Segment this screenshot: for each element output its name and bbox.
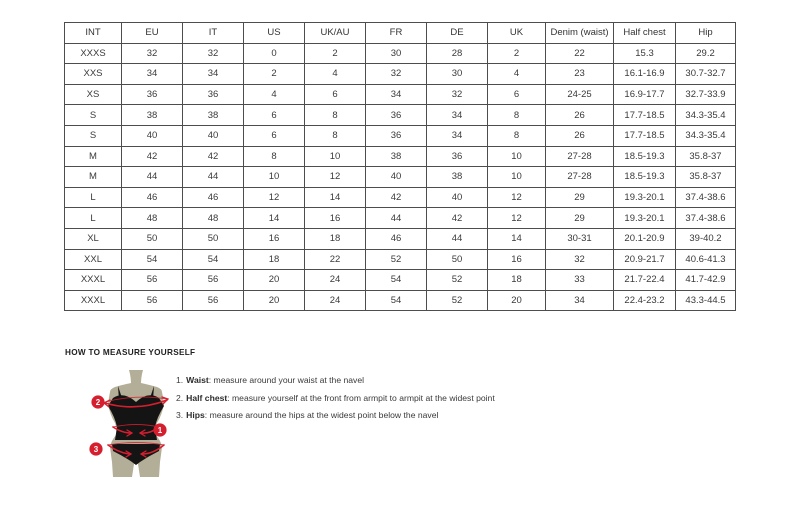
table-cell: 44 — [183, 167, 244, 188]
table-cell: 6 — [244, 125, 305, 146]
table-cell: 34 — [183, 64, 244, 85]
table-cell: 17.7-18.5 — [614, 105, 676, 126]
table-cell: 40 — [427, 187, 488, 208]
table-cell: 37.4-38.6 — [676, 187, 736, 208]
table-cell: 29 — [546, 187, 614, 208]
column-header: FR — [366, 23, 427, 44]
table-cell: 56 — [183, 290, 244, 311]
instruction-number: 2. — [176, 392, 184, 403]
table-cell: 42 — [366, 187, 427, 208]
table-cell: 54 — [366, 290, 427, 311]
measure-badge-waist — [153, 423, 166, 436]
table-cell: 16 — [244, 228, 305, 249]
table-cell: 39-40.2 — [676, 228, 736, 249]
table-cell: XXXS — [65, 43, 122, 64]
table-cell: 15.3 — [614, 43, 676, 64]
table-cell: 34.3-35.4 — [676, 125, 736, 146]
table-cell: 38 — [366, 146, 427, 167]
table-cell: 29.2 — [676, 43, 736, 64]
table-cell: 22.4-23.2 — [614, 290, 676, 311]
table-row — [65, 167, 736, 188]
table-cell: 32 — [546, 249, 614, 270]
table-cell: 40 — [183, 125, 244, 146]
table-cell: 50 — [427, 249, 488, 270]
table-cell: 37.4-38.6 — [676, 208, 736, 229]
measure-section-title: HOW TO MEASURE YOURSELF — [65, 348, 196, 357]
table-cell: 54 — [122, 249, 183, 270]
table-cell: 14 — [305, 187, 366, 208]
table-cell: 26 — [546, 125, 614, 146]
table-cell: XXXL — [65, 270, 122, 291]
badge-number: 1 — [157, 426, 163, 435]
table-cell: 20.1-20.9 — [614, 228, 676, 249]
table-cell: 12 — [244, 187, 305, 208]
table-cell: 8 — [488, 105, 546, 126]
table-cell: 6 — [488, 84, 546, 105]
table-cell: 36 — [183, 84, 244, 105]
table-cell: M — [65, 146, 122, 167]
table-cell: 36 — [366, 105, 427, 126]
column-header: INT — [65, 23, 122, 44]
table-cell: 44 — [122, 167, 183, 188]
table-cell: 36 — [366, 125, 427, 146]
table-cell: 34 — [427, 105, 488, 126]
table-cell: 29 — [546, 208, 614, 229]
table-cell: 2 — [305, 43, 366, 64]
instruction-label: Waist — [186, 375, 209, 385]
instruction-number: 3. — [176, 410, 184, 420]
table-cell: 34.3-35.4 — [676, 105, 736, 126]
table-cell: 26 — [546, 105, 614, 126]
table-cell: 30 — [427, 64, 488, 85]
table-row — [65, 228, 736, 249]
instruction-text: : measure around the hips at the widest point below the navel — [204, 410, 439, 420]
table-cell: 32 — [122, 43, 183, 64]
table-cell: 56 — [122, 290, 183, 311]
badge-number: 3 — [93, 445, 99, 454]
table-cell: 6 — [244, 105, 305, 126]
table-cell: 6 — [305, 84, 366, 105]
table-cell: 14 — [488, 228, 546, 249]
table-cell: 52 — [427, 290, 488, 311]
measure-badge-half-chest — [91, 395, 104, 408]
table-cell: 17.7-18.5 — [614, 125, 676, 146]
table-row — [65, 187, 736, 208]
table-cell: 12 — [488, 187, 546, 208]
table-cell: 16.9-17.7 — [614, 84, 676, 105]
table-cell: 35.8-37 — [676, 167, 736, 188]
table-cell: M — [65, 167, 122, 188]
table-cell: 34 — [427, 125, 488, 146]
column-header: DE — [427, 23, 488, 44]
column-header: US — [244, 23, 305, 44]
table-cell: 18.5-19.3 — [614, 146, 676, 167]
table-cell: 34 — [122, 64, 183, 85]
table-row — [65, 125, 736, 146]
size-chart-table — [64, 22, 736, 311]
size-chart-header — [65, 23, 736, 44]
table-cell: 24-25 — [546, 84, 614, 105]
table-cell: 44 — [427, 228, 488, 249]
table-cell: 21.7-22.4 — [614, 270, 676, 291]
table-cell: 20.9-21.7 — [614, 249, 676, 270]
column-header: UK — [488, 23, 546, 44]
instruction-number: 1. — [176, 375, 184, 385]
table-cell: 16 — [305, 208, 366, 229]
column-header: IT — [183, 23, 244, 44]
table-cell: 4 — [488, 64, 546, 85]
table-cell: 42 — [122, 146, 183, 167]
measurement-figure — [80, 367, 185, 485]
table-cell: 54 — [366, 270, 427, 291]
table-cell: 20 — [244, 270, 305, 291]
table-cell: 42 — [427, 208, 488, 229]
table-cell: 19.3-20.1 — [614, 187, 676, 208]
table-cell: 12 — [488, 208, 546, 229]
measure-instruction-hips — [176, 410, 495, 420]
table-cell: XXL — [65, 249, 122, 270]
table-cell: S — [65, 105, 122, 126]
table-cell: 44 — [366, 208, 427, 229]
table-cell: 43.3-44.5 — [676, 290, 736, 311]
instruction-label: Hips — [186, 410, 205, 420]
table-cell: XS — [65, 84, 122, 105]
table-cell: 4 — [244, 84, 305, 105]
table-row — [65, 270, 736, 291]
table-cell: 30.7-32.7 — [676, 64, 736, 85]
table-cell: S — [65, 125, 122, 146]
table-cell: 41.7-42.9 — [676, 270, 736, 291]
table-cell: 52 — [366, 249, 427, 270]
column-header: UK/AU — [305, 23, 366, 44]
table-cell: 48 — [183, 208, 244, 229]
table-cell: L — [65, 208, 122, 229]
table-cell: 46 — [122, 187, 183, 208]
table-cell: 23 — [546, 64, 614, 85]
table-cell: 8 — [305, 105, 366, 126]
table-cell: 56 — [122, 270, 183, 291]
instruction-text: : measure around your waist at the navel — [208, 375, 365, 385]
table-cell: 0 — [244, 43, 305, 64]
table-cell: 18.5-19.3 — [614, 167, 676, 188]
table-cell: 4 — [305, 64, 366, 85]
table-cell: 16.1-16.9 — [614, 64, 676, 85]
table-cell: 46 — [366, 228, 427, 249]
table-cell: 8 — [244, 146, 305, 167]
table-cell: 54 — [183, 249, 244, 270]
table-cell: 24 — [305, 270, 366, 291]
table-row — [65, 146, 736, 167]
table-cell: 24 — [305, 290, 366, 311]
table-cell: 22 — [546, 43, 614, 64]
size-chart-body — [65, 43, 736, 311]
table-cell: 34 — [546, 290, 614, 311]
table-cell: 18 — [244, 249, 305, 270]
table-cell: 32 — [427, 84, 488, 105]
table-row — [65, 249, 736, 270]
column-header: Hip — [676, 23, 736, 44]
table-cell: 14 — [244, 208, 305, 229]
table-cell: 52 — [427, 270, 488, 291]
table-cell: 42 — [183, 146, 244, 167]
table-cell: 27-28 — [546, 167, 614, 188]
table-cell: 46 — [183, 187, 244, 208]
table-cell: 28 — [427, 43, 488, 64]
table-cell: 12 — [305, 167, 366, 188]
table-cell: 18 — [488, 270, 546, 291]
table-cell: 20 — [244, 290, 305, 311]
table-row — [65, 64, 736, 85]
table-cell: 22 — [305, 249, 366, 270]
table-cell: 8 — [305, 125, 366, 146]
table-cell: L — [65, 187, 122, 208]
measure-instruction-half-chest — [176, 393, 495, 403]
table-cell: 36 — [122, 84, 183, 105]
instruction-label: Half chest — [186, 392, 228, 403]
table-cell: 33 — [546, 270, 614, 291]
table-cell: 16 — [488, 249, 546, 270]
mannequin-illustration — [80, 367, 185, 485]
table-row — [65, 105, 736, 126]
measure-badge-hips — [89, 442, 102, 455]
table-cell: 30 — [366, 43, 427, 64]
table-cell: 35.8-37 — [676, 146, 736, 167]
table-cell: 20 — [488, 290, 546, 311]
table-cell: 40 — [122, 125, 183, 146]
table-row — [65, 290, 736, 311]
table-row — [65, 84, 736, 105]
table-cell: 18 — [305, 228, 366, 249]
table-cell: 32 — [366, 64, 427, 85]
table-cell: 38 — [427, 167, 488, 188]
table-cell: 8 — [488, 125, 546, 146]
measure-instructions-list — [176, 375, 495, 428]
table-cell: 10 — [488, 167, 546, 188]
measure-instruction-waist — [176, 375, 495, 385]
table-cell: 32.7-33.9 — [676, 84, 736, 105]
table-cell: 10 — [244, 167, 305, 188]
column-header: Half chest — [614, 23, 676, 44]
table-cell: XXS — [65, 64, 122, 85]
table-cell: 40.6-41.3 — [676, 249, 736, 270]
table-cell: XXXL — [65, 290, 122, 311]
column-header: Denim (waist) — [546, 23, 614, 44]
table-cell: 27-28 — [546, 146, 614, 167]
table-cell: 10 — [305, 146, 366, 167]
table-cell: 38 — [183, 105, 244, 126]
table-cell: 50 — [183, 228, 244, 249]
badge-number: 2 — [95, 398, 101, 407]
table-cell: XL — [65, 228, 122, 249]
table-cell: 36 — [427, 146, 488, 167]
table-cell: 10 — [488, 146, 546, 167]
column-header: EU — [122, 23, 183, 44]
table-cell: 34 — [366, 84, 427, 105]
table-cell: 38 — [122, 105, 183, 126]
table-cell: 32 — [183, 43, 244, 64]
instruction-text: : measure yourself at the front from armpit to armpit at the widest point — [227, 392, 495, 403]
table-cell: 50 — [122, 228, 183, 249]
table-cell: 19.3-20.1 — [614, 208, 676, 229]
table-cell: 56 — [183, 270, 244, 291]
table-cell: 30-31 — [546, 228, 614, 249]
table-cell: 2 — [244, 64, 305, 85]
table-cell: 2 — [488, 43, 546, 64]
table-cell: 40 — [366, 167, 427, 188]
table-row — [65, 43, 736, 64]
table-row — [65, 208, 736, 229]
table-cell: 48 — [122, 208, 183, 229]
